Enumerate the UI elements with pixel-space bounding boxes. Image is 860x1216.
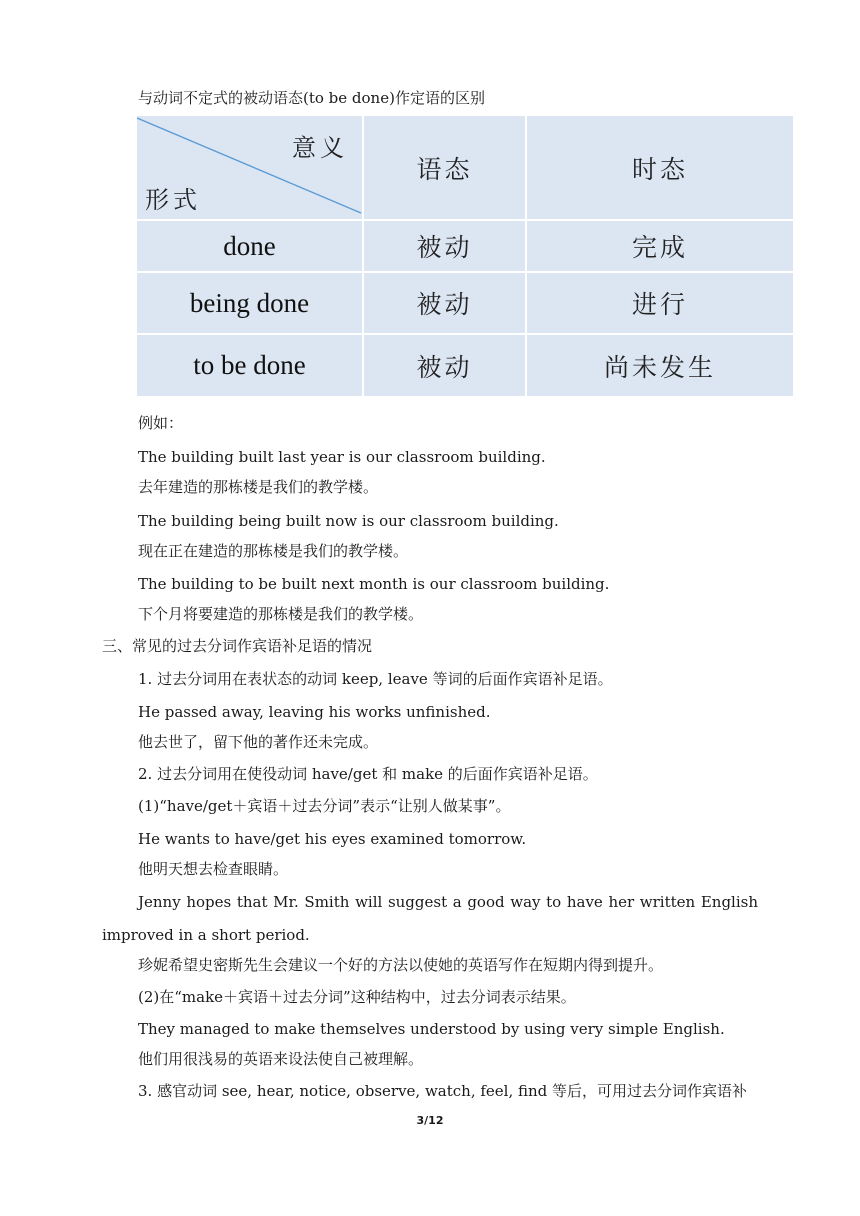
row-form-being-done: being done: [189, 287, 310, 318]
row-tense: 完成: [631, 233, 688, 262]
corner-meaning-label: 意义: [292, 134, 348, 162]
example-sentence-zh: 他明天想去检查眼睛。: [138, 860, 289, 878]
rule-subpoint: (2)在“make＋宾语＋过去分词”这种结构中，过去分词表示结果。: [138, 988, 576, 1006]
row-form-done: done: [223, 230, 276, 261]
example-sentence-zh: 下个月将要建造的那栋楼是我们的教学楼。: [138, 605, 424, 623]
row-form-to-be-done: to be done: [193, 350, 306, 380]
example-sentence-zh: 他们用很浅易的英语来设法使自己被理解。: [138, 1050, 424, 1068]
example-sentence-en-continued: improved in a short period.: [102, 926, 310, 944]
table-corner-cell: [137, 116, 362, 219]
example-sentence-en: Jenny hopes that Mr. Smith will suggest a good way to have her written English: [138, 893, 758, 911]
example-sentence-zh: 去年建造的那栋楼是我们的教学楼。: [138, 478, 379, 496]
header-tense: 时态: [631, 154, 688, 184]
example-sentence-en: The building being built now is our classroom building.: [138, 512, 559, 530]
row-voice: 被动: [416, 352, 473, 382]
rule-point: 1. 过去分词用在表状态的动词 keep, leave 等词的后面作宾语补足语。: [138, 670, 613, 688]
row-voice: 被动: [416, 290, 473, 319]
example-sentence-en: They managed to make themselves understood by using very simple English.: [138, 1020, 725, 1038]
page-number: 3/12: [416, 1114, 444, 1127]
row-tense: 进行: [631, 290, 688, 319]
example-sentence-en: The building built last year is our classroom building.: [138, 448, 546, 466]
comparison-table: [137, 116, 793, 396]
row-tense: 尚未发生: [603, 352, 716, 382]
header-voice: 语态: [416, 154, 473, 184]
rule-point: 2. 过去分词用在使役动词 have/get 和 make 的后面作宾语补足语。: [138, 765, 598, 783]
example-sentence-en: He passed away, leaving his works unfinished.: [138, 703, 491, 721]
rule-subpoint: (1)“have/get＋宾语＋过去分词”表示“让别人做某事”。: [138, 797, 511, 815]
intro-line: 与动词不定式的被动语态(to be done)作定语的区别: [138, 89, 485, 107]
example-sentence-en: He wants to have/get his eyes examined tomorrow.: [138, 830, 527, 848]
example-sentence-en: The building to be built next month is our classroom building.: [138, 575, 610, 593]
example-label: 例如：: [138, 414, 184, 432]
example-sentence-zh: 他去世了，留下他的著作还未完成。: [138, 733, 379, 751]
example-sentence-zh: 珍妮希望史密斯先生会建议一个好的方法以使她的英语写作在短期内得到提升。: [138, 956, 664, 974]
section-heading: 三、常见的过去分词作宾语补足语的情况: [102, 637, 373, 655]
example-sentence-zh: 现在正在建造的那栋楼是我们的教学楼。: [138, 542, 409, 560]
row-voice: 被动: [416, 233, 473, 262]
corner-form-label: 形式: [145, 186, 201, 214]
rule-point: 3. 感官动词 see, hear, notice, observe, watch, feel, find 等后，可用过去分词作宾语补: [138, 1082, 748, 1100]
